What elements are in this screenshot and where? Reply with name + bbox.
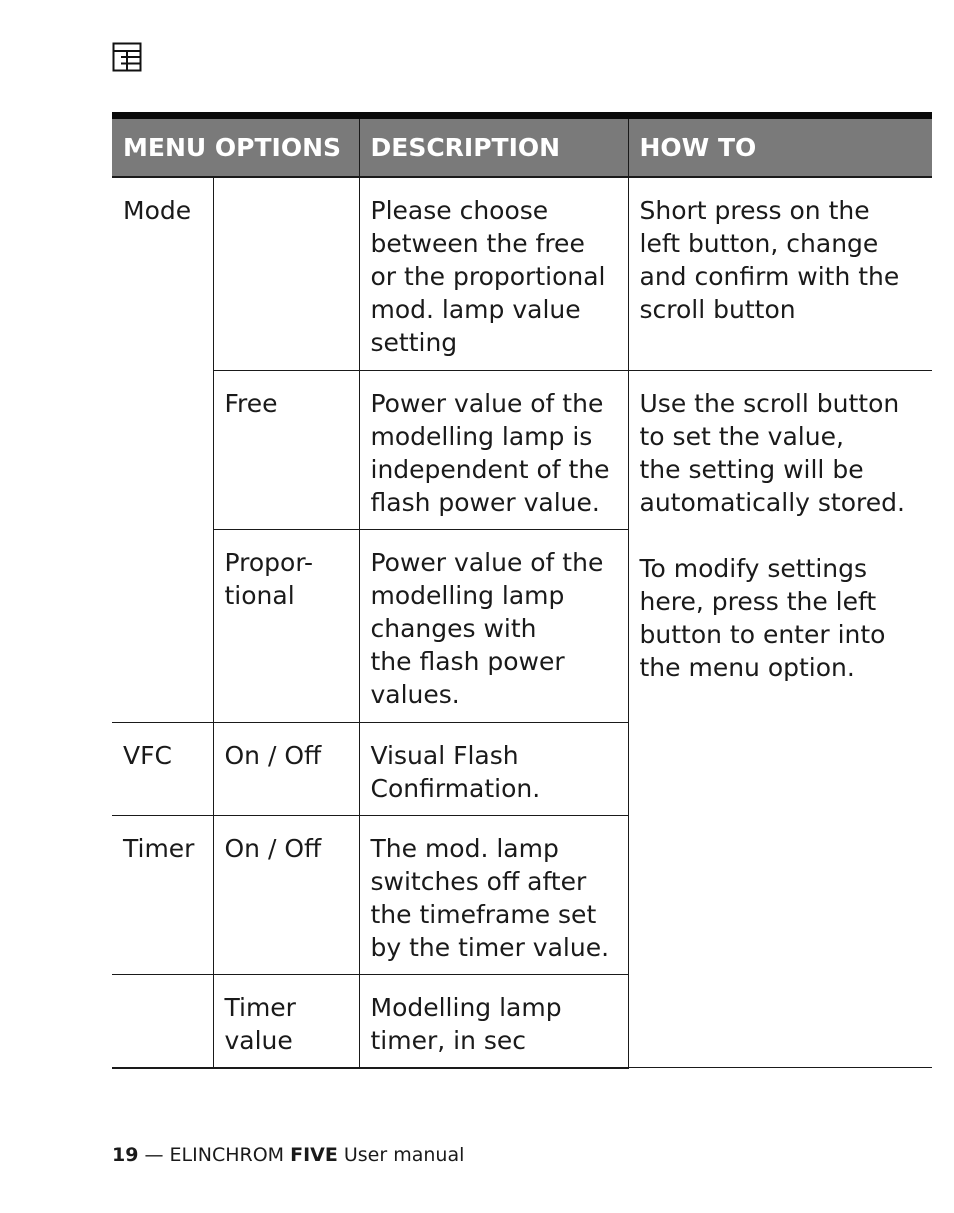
description-cell: Power value of the modelling lamp changes with the flash power values. bbox=[359, 529, 628, 722]
how-to-cell: Short press on the left button, change and confirm with the scroll button bbox=[628, 177, 932, 370]
description-cell: Please choose between the free or the proportional mod. lamp value setting bbox=[359, 177, 628, 370]
sub-option-cell-free: Free bbox=[213, 370, 359, 529]
footer-brand-text: — ELINCHROM bbox=[138, 1144, 291, 1166]
table-row-free bbox=[112, 370, 932, 529]
table-header-row bbox=[112, 119, 932, 177]
option-cell bbox=[112, 974, 213, 1068]
description-cell: Power value of the modelling lamp is independent of the flash power value. bbox=[359, 370, 628, 529]
footer-suffix-text: User manual bbox=[337, 1144, 465, 1166]
option-cell-mode: Mode bbox=[112, 177, 213, 722]
footer-model-name: FIVE bbox=[290, 1144, 338, 1166]
column-header-how-to: HOW TO bbox=[628, 119, 932, 177]
table-top-rule bbox=[112, 112, 932, 119]
sub-option-cell: On / Off bbox=[213, 815, 359, 974]
sub-option-cell: On / Off bbox=[213, 722, 359, 815]
option-cell-timer: Timer bbox=[112, 815, 213, 974]
menu-list-icon bbox=[112, 42, 142, 72]
sub-option-cell bbox=[213, 177, 359, 370]
description-cell: Visual Flash Confirmation. bbox=[359, 722, 628, 815]
how-to-cell-scroll: Use the scroll button to set the value, the setting will be automatically stored. To modify settings here, press the left button to enter into the menu option. bbox=[628, 370, 932, 1068]
description-cell: Modelling lamp timer, in sec bbox=[359, 974, 628, 1068]
column-header-menu-options: MENU OPTIONS bbox=[112, 119, 359, 177]
description-cell: The mod. lamp switches off after the timeframe set by the timer value. bbox=[359, 815, 628, 974]
page-number: 19 bbox=[112, 1144, 139, 1166]
option-cell-vfc: VFC bbox=[112, 722, 213, 815]
sub-option-cell-timer-value: Timer value bbox=[213, 974, 359, 1068]
page-footer bbox=[112, 1144, 464, 1166]
menu-options-table bbox=[112, 119, 932, 1069]
sub-option-cell-proportional: Propor- tional bbox=[213, 529, 359, 722]
column-header-description: DESCRIPTION bbox=[359, 119, 628, 177]
table-row-mode bbox=[112, 177, 932, 370]
